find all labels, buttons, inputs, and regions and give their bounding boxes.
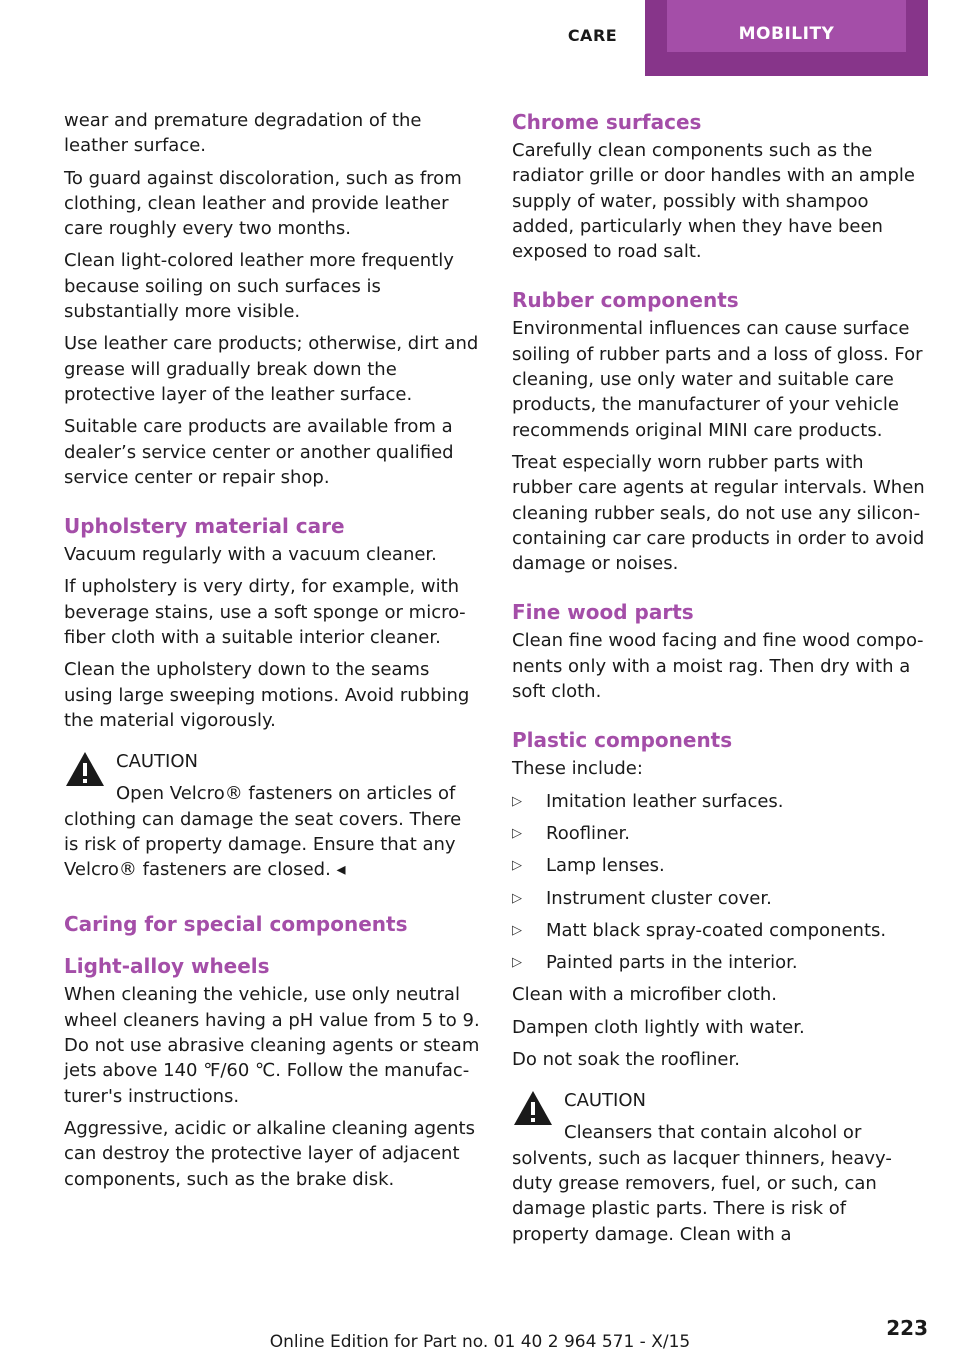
section-upholstery bbox=[64, 512, 480, 733]
section-heading: Rubber components bbox=[512, 288, 739, 313]
caution-text: Cleansers that contain alcohol or solvents, such as lacquer thinners, heavy-duty grease removers, fuel, or such, can damage plastic parts. There is risk of property damage. Clean with a bbox=[512, 1122, 892, 1245]
paragraph: Clean the upholstery down to the seams using large sweeping motions. Avoid rubbing the material vigorously. bbox=[64, 659, 470, 731]
paragraph: Vacuum regularly with a vacuum cleaner. bbox=[64, 544, 437, 566]
paragraph: Clean light-colored leather more frequently because soiling on such surfaces is substantially more visible. bbox=[64, 250, 454, 323]
paragraph: Environmental influences can cause surface soiling of rubber parts and a loss of gloss. For cleaning, use only water and suitable care products, the manufacturer of your vehicle recommends original MINI care products. bbox=[512, 318, 923, 441]
left-column bbox=[64, 108, 480, 1199]
paragraph: When cleaning the vehicle, use only neutral wheel cleaners having a pH value from 5 to 9. Do not use abrasive cleaning agents or steam jets above 140 ℉/60 ℃. Follow the manufacturer's instructions. bbox=[64, 984, 480, 1107]
list-item: ▷ Imitation leather surfaces. bbox=[512, 789, 928, 814]
footer-edition: Online Edition for Part no. 01 40 2 964 571 - X/15 bbox=[269, 1332, 691, 1352]
section-plastic bbox=[512, 726, 928, 1072]
list-item: ▷ Lamp lenses. bbox=[512, 853, 928, 878]
list-item: ▷ Matt black spray-coated components. bbox=[512, 918, 928, 943]
triangle-bullet-icon: ▷ bbox=[512, 890, 522, 906]
paragraph: Carefully clean components such as the radiator grille or door handles with an ample supply of water, possibly with shampoo added, particularly when they have been exposed to road salt. bbox=[512, 140, 915, 263]
section-heading: Upholstery material care bbox=[64, 514, 345, 539]
section-special bbox=[64, 910, 480, 1191]
triangle-bullet-icon: ▷ bbox=[512, 922, 522, 938]
caution-box bbox=[512, 1088, 928, 1246]
list-item: ▷ Painted parts in the interior. bbox=[512, 950, 928, 975]
paragraph: Clean fine wood facing and fine wood components only with a moist rag. Then dry with a soft cloth. bbox=[512, 630, 924, 703]
paragraph: wear and premature degradation of the leather surface. bbox=[64, 110, 422, 157]
paragraph: Clean with a microfiber cloth. bbox=[512, 984, 777, 1006]
right-column bbox=[512, 108, 928, 1247]
section-heading: Plastic components bbox=[512, 728, 733, 753]
tab-care: CARE bbox=[567, 26, 618, 45]
triangle-bullet-icon: ▷ bbox=[512, 825, 522, 841]
section-wood bbox=[512, 598, 928, 704]
caution-box bbox=[64, 749, 480, 882]
caution-title: CAUTION bbox=[564, 1090, 646, 1112]
section-heading: Fine wood parts bbox=[512, 600, 694, 625]
section-rubber bbox=[512, 286, 928, 576]
warning-icon bbox=[64, 749, 106, 789]
triangle-bullet-icon: ▷ bbox=[512, 955, 522, 971]
paragraph: Do not soak the roofliner. bbox=[512, 1049, 740, 1071]
paragraph: Aggressive, acidic or alkaline cleaning agents can destroy the protective layer of adjacent components, such as the brake disk. bbox=[64, 1117, 475, 1190]
paragraph: To guard against discoloration, such as from clothing, clean leather and provide leather care roughly every two months. bbox=[64, 167, 462, 240]
paragraph: Dampen cloth lightly with water. bbox=[512, 1016, 805, 1038]
tab-mobility-label: MOBILITY bbox=[667, 0, 906, 52]
paragraph: Use leather care products; otherwise, dirt and grease will gradually break down the protective layer of the leather surface. bbox=[64, 333, 479, 405]
triangle-bullet-icon: ▷ bbox=[512, 858, 522, 874]
caution-text: Open Velcro® fasteners on articles of clothing can damage the seat covers. There is risk of property damage. Ensure that any Velcro® fasteners are closed. ◂ bbox=[64, 783, 462, 881]
paragraph: Suitable care products are available from a dealer’s service center or another qualified service center or repair shop. bbox=[64, 416, 454, 488]
bullet-list bbox=[512, 789, 928, 976]
page-number: 223 bbox=[886, 1316, 928, 1340]
section-heading: Light-alloy wheels bbox=[64, 954, 270, 979]
paragraph: Treat especially worn rubber parts with rubber care agents at regular intervals. When cleaning rubber seals, do not use any silicon-containing car care products in order to avoid damage or noises. bbox=[512, 451, 925, 575]
triangle-bullet-icon: ▷ bbox=[512, 793, 522, 809]
caution-title: CAUTION bbox=[116, 751, 198, 773]
warning-icon bbox=[512, 1088, 554, 1128]
section-heading: Chrome surfaces bbox=[512, 110, 702, 134]
tab-mobility bbox=[645, 0, 928, 76]
section-chrome bbox=[512, 108, 928, 264]
paragraph: If upholstery is very dirty, for example, with beverage stains, use a soft sponge or microfiber cloth with a suitable interior cleaner. bbox=[64, 576, 466, 649]
chapter-heading: Caring for special components bbox=[64, 912, 408, 937]
list-item: ▷ Roofliner. bbox=[512, 821, 928, 846]
list-item: ▷ Instrument cluster cover. bbox=[512, 886, 928, 911]
paragraph: These include: bbox=[512, 758, 643, 780]
